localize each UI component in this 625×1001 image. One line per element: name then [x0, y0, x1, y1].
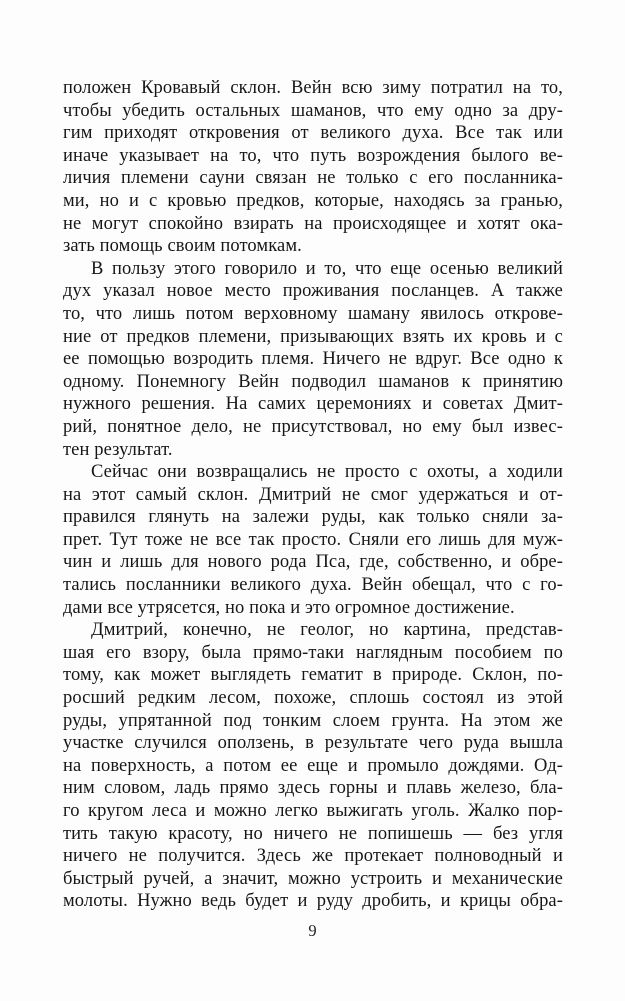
- text-line: ее помощью возродить племя. Ничего не вдруг. Все одно к: [63, 349, 563, 370]
- text-line: го кругом леса и можно легко выжигать уголь. Жалко пор-: [63, 801, 563, 821]
- page-text: [63, 77, 563, 913]
- text-line: Сейчас они возвращались не просто с охоты, а ходили: [91, 462, 563, 483]
- text-line: прет. Тут тоже не все так просто. Сняли его лишь для муж-: [63, 529, 563, 550]
- text-line: ним словом, ладь прямо здесь горны и плавь железо, бла-: [63, 778, 563, 799]
- text-line: то, что лишь потом верховному шаману явилось открове-: [63, 303, 563, 324]
- text-line: на поверхность, а потом ее еще и промыло дождями. Од-: [63, 755, 563, 776]
- text-line: шая его взору, была прямо-таки наглядным пособием по: [63, 642, 563, 663]
- text-line: положен Кровавый склон. Вейн всю зиму потратил на то,: [63, 78, 563, 98]
- text-line: В пользу этого говорило и то, что еще осенью великий: [91, 258, 563, 279]
- text-line: тен результат.: [63, 439, 173, 460]
- text-line: тались посланники великого духа. Вейн обещал, что с го-: [63, 575, 563, 596]
- paragraph: [63, 461, 563, 619]
- text-line: зать помощь своим потомкам.: [63, 236, 302, 257]
- text-line: росший редким лесом, похоже, сплошь состоял из этой: [63, 688, 563, 709]
- text-line: чтобы убедить остальных шаманов, что ему одно за дру-: [63, 100, 563, 121]
- paragraph: [63, 258, 563, 461]
- text-line: тить такую красоту, но ничего не попишешь — без угля: [63, 823, 563, 844]
- text-line: ние от предков племени, призывающих взять их кровь и с: [63, 326, 563, 347]
- text-line: ничего не получится. Здесь же протекает полноводный и: [63, 846, 563, 867]
- text-line: участке случился оползень, в результате чего руда вышла: [63, 733, 563, 754]
- text-line: быстрый ручей, а значит, можно устроить и механические: [63, 868, 563, 889]
- text-line: правился глянуть на залежи руды, как только сняли за-: [63, 507, 563, 528]
- page-number: 9: [308, 921, 317, 940]
- text-line: дух указал новое место проживания посланцев. А также: [63, 281, 563, 302]
- text-line: руды, упрятанной под тонким слоем грунта. На этом же: [63, 710, 563, 731]
- text-line: молоты. Нужно ведь будет и руду дробить, и крицы обра-: [63, 891, 563, 912]
- text-line: чин и лишь для нового рода Пса, где, собственно, и обре-: [63, 552, 563, 573]
- text-line: гим приходят откровения от великого духа. Все так или: [63, 123, 563, 144]
- text-line: одному. Понемногу Вейн подводил шаманов к принятию: [63, 371, 563, 392]
- text-line: тому, как может выглядеть гематит в природе. Склон, по-: [63, 665, 563, 686]
- text-line: не могут спокойно взирать на происходящее и хотят ока-: [63, 213, 563, 234]
- paragraph: [63, 77, 563, 258]
- paragraph: [63, 619, 563, 913]
- text-line: иначе указывает на то, что путь возрождения былого ве-: [63, 145, 563, 166]
- text-line: ми, но и с кровью предков, которые, находясь за гранью,: [63, 190, 563, 211]
- text-line: рий, понятное дело, не присутствовал, но ему был извес-: [63, 416, 563, 437]
- text-line: личия племени сауни связан не только с его посланника-: [63, 168, 563, 189]
- text-line: на этот самый склон. Дмитрий не смог удержаться и от-: [63, 484, 563, 505]
- text-line: дами все утрясется, но пока и это огромное достижение.: [63, 597, 515, 618]
- text-line: нужного решения. На самих церемониях и советах Дмит-: [63, 394, 563, 415]
- text-line: Дмитрий, конечно, не геолог, но картина, представ-: [91, 620, 563, 641]
